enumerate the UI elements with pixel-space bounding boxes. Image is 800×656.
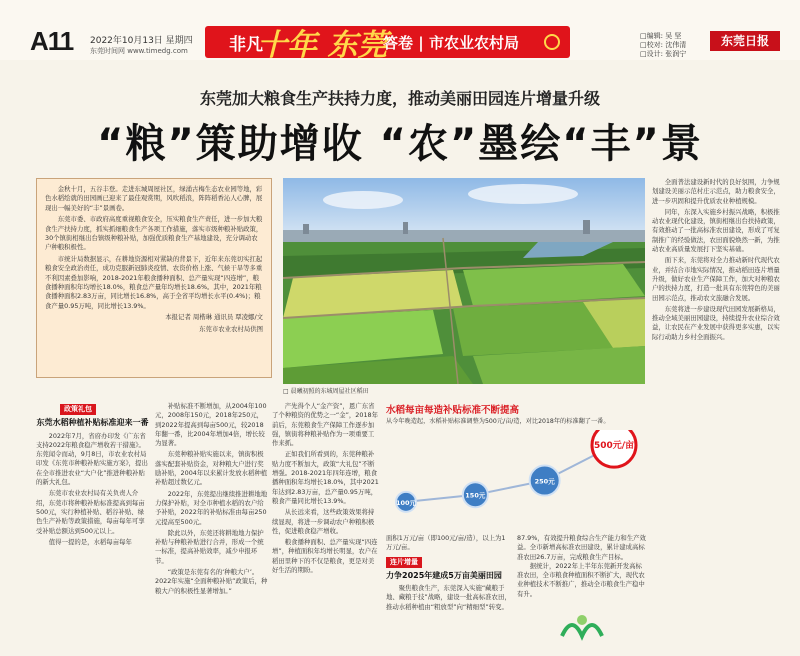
article-paragraph: 2022年7月，省府办印发《广东省支持2022年粮食稳产增收若干措施》。东莞闻令而动，9月8日，市农业农村局印发《东莞市种粮补贴实施方案》，提出在全市推进农业“大户化”推进种粮补贴的新大礼包。 bbox=[36, 431, 148, 487]
article-paragraph: 值得一提的是，水稻每亩每年 bbox=[48, 537, 132, 546]
article-paragraph: 面积1万元/亩（即100元/亩/造），以上为1万元/亩。 bbox=[386, 534, 506, 552]
section-tag: 政策礼包 bbox=[60, 404, 96, 415]
data-label: 250元 bbox=[534, 477, 555, 486]
issue-date: 2022年10月13日 星期四 bbox=[90, 36, 193, 46]
article-paragraph: 面下来，东莞将对全力推动新时代现代农业，并结合市地实际情况，推动稻田连片增量升级，做好农业生产保障工作，加大对种粮农户的扶持力度，打造一批具有东莞特色的美丽田园示范点，推动农文旅融合发展。 bbox=[652, 256, 780, 302]
article-paragraph: 全面普法建设新时代的良好氛围，力争规划建设美丽示范村庄示范点，助力粮食安全，进一步巩固和提升优质农业种植规模。 bbox=[652, 178, 780, 205]
editor-credit: □编辑: 吴 坚 bbox=[640, 32, 682, 40]
article-subtitle: 东莞加大粮食生产扶持力度，推动美丽田园连片增量升级 bbox=[199, 89, 600, 108]
data-label: 100元 bbox=[395, 498, 417, 507]
watermark-logo-icon bbox=[556, 606, 608, 646]
byline-reporters: 本报记者 周楷琳 通讯员 覃凌娜/文 bbox=[165, 313, 263, 322]
article-paragraph: 粮食播种面积、总产量实现“四连增”，种植面积年均增长明显，农户在稻田里种下的不仅是粮食，更是对美好生活的期盼。 bbox=[272, 538, 378, 575]
column-one bbox=[36, 402, 149, 634]
site-address: 东莞时间网 www.timedg.com bbox=[90, 47, 188, 55]
article-paragraph: 从长远来看，这些政策效果将持续显现，将进一步调动农户种粮积极性，促进粮食稳产增收。 bbox=[272, 508, 375, 535]
data-label: 500元/亩 bbox=[593, 441, 635, 452]
banner-circle-icon bbox=[544, 34, 560, 50]
chart-title: 水稻每亩每造补贴标准不断提高 bbox=[386, 405, 520, 416]
subsidy-chart bbox=[386, 402, 648, 530]
designer-credit: □设计: 张润宁 bbox=[640, 50, 687, 58]
proofreader-credit: □校对: 沈伟清 bbox=[640, 41, 687, 49]
article-paragraph: 正如我们所看到的，东莞种粮补贴力度不断加大，政策“大礼包”不断增强。2018-2021年四年连增，粮食播种面积年均增长18.0%，其中2021年达到2.83万亩，总产量0.95万吨，粮食产量同比增长13.9%。 bbox=[272, 450, 379, 505]
intro-paragraph: 东莞市委、市政府高度重视粮食安全，压实粮食生产责任，进一步加大粮食生产扶持力度，抓实抓细粮食生产各项工作措施，落实市级种粮补贴政策，30个镇街相继出台镇级种粮补贴，加强优质粮食生产基地建设，充分调动农户种粮积极性。 bbox=[45, 215, 263, 252]
article-paragraph: 东莞将进一步建设现代田园发展新格局，推动全域美丽田园建设，持续提升农业综合效益，让农民在产业发展中获得更多实惠，以实际行动助力乡村全面振兴。 bbox=[652, 304, 780, 341]
article-paragraph: 产先得个人“金产资”，恩广东省了个种粮资的优势之一“金”，2018年前后，东莞粮食生产保障工作逐步加强，镇街将种粮补贴作为一项重要工作来抓。 bbox=[272, 402, 378, 448]
article-paragraph: 东莞种粮补贴实施以来，镇街积极落实配套补贴资金，对种粮大户进行奖励补贴，2004年以来累计发放水稻种植补贴超过数亿元。 bbox=[155, 450, 268, 487]
rice-field-photo bbox=[283, 178, 645, 384]
banner-left-text: 非凡 bbox=[229, 35, 263, 55]
column-three bbox=[272, 402, 380, 634]
article-paragraph: 同年，东深入实施乡村振兴战略，积极推动农业现代化建设，镇街相继出台扶持政策，有效推动了一批高标准农田建设，形成了可复制推广的经验做法，农田面貌焕然一新，为推动农业高质量发展打下坚实基础。 bbox=[652, 207, 780, 254]
article-paragraph: 东莞市农业农村局有关负责人介绍，东莞市将种粮补贴标准提高到每亩500元，实行种植补贴、稻谷补贴、绿色生产补贴等政策措施，每亩每年可享受补贴总额达到500元以上。 bbox=[36, 489, 145, 535]
series-line bbox=[406, 445, 614, 502]
photo-caption: □ 晨曦初照的东城周屋社区稻田 bbox=[283, 388, 369, 395]
lower-middle-column bbox=[386, 534, 511, 634]
article-paragraph: 除此以外，东莞还将耕地地力保护补贴与种粮补贴进行合并，形成一个统一标准，提高补贴效率，减少申报环节。 bbox=[155, 528, 264, 565]
section-banner bbox=[205, 26, 570, 63]
section-tag: 连片增量 bbox=[386, 557, 422, 568]
banner-big-text: 十年 东莞 bbox=[257, 28, 388, 63]
article-paragraph: 2022年，东莞提出继续推进耕地地力保护补贴，对全市种植水稻的农户给予补贴，2022年的补贴标准由每亩250元提高至500元。 bbox=[155, 489, 268, 526]
chart-svg bbox=[386, 430, 648, 530]
article-title: “粮”策助增收 “农”墨绘“丰”景 bbox=[97, 121, 703, 167]
banner-section-text bbox=[383, 32, 519, 53]
data-label: 150元 bbox=[465, 491, 486, 500]
banner-department: | 市农业农村局 bbox=[418, 34, 519, 52]
article-paragraph: 补贴标准不断增加，从2004年100元，2008年150元，2018年250元，到2022年提高到每亩500元，较2018年翻一番，比2004年增加4倍，增长较为显著。 bbox=[155, 402, 267, 448]
section-heading: 东莞水稻种植补贴标准迎来一番 bbox=[36, 418, 149, 428]
section-heading: 力争2025年建成5万亩美丽田园 bbox=[386, 570, 502, 580]
page-header bbox=[0, 0, 800, 63]
chart-subtitle: 从今年晚造起，水稻补贴标准调整为500元/亩/造，对比2018年的标准翻了一番。 bbox=[386, 418, 610, 425]
article-paragraph: 87.9%，有效提升粮食综合生产能力和生产效益。全市新增高标准农田建设，累计建成高标准农田26.7万亩，完成粮食生产目标。 bbox=[517, 534, 646, 561]
article-paragraph: 聚焦粮食生产，东莞深入实施“藏粮于地、藏粮于技”战略，建设一批高标准农田，推动水稻种植由“粗放型”向“精细型”转变。 bbox=[386, 584, 511, 611]
intro-box bbox=[36, 178, 272, 378]
intro-paragraph: 市统计局数据显示，在耕地资源相对紧缺的背景下，近年来东莞切实扛起粮食安全政治责任，成功克服新冠肺炎疫情、农资价格上涨、气候干旱等多重不利因素叠加影响，2018-2021年粮食播种面积、总产量实现“四连增”，粮食播种面积年均增长18.0%，粮食总产量年均增长18.6%。其中，2021年粮食播种面积2.83万亩，同比增长16.8%，高于全省平均增长水平(0.4%)；粮食产量0.95万吨，同比增长13.9%。 bbox=[45, 254, 263, 310]
byline-photo-source: 东莞市农业农村局供图 bbox=[199, 324, 263, 333]
intro-paragraph: 金秋十月，五谷丰登。走进东城周屋社区，绿涌古梅生态农业园等地，彩色水稻绘就的田园画已迎来了最佳观赏期，风吹稻浪，阵阵稻香沁人心脾，展现出一幅美好的“丰”景画卷。 bbox=[45, 185, 263, 212]
newspaper-masthead: 东莞日报 bbox=[710, 31, 780, 51]
column-two bbox=[155, 402, 268, 634]
article-paragraph: “政策是东莞有名的‘种粮大户’。2022年实施“全面种粮补贴”政策后，种粮大户的积极性显著增加。” bbox=[155, 568, 268, 595]
right-column bbox=[652, 178, 780, 633]
article-paragraph: 据统计，2022年上半年东莞新开发高标准农田，全市粮食种植面积不断扩大，现代农业种植技术不断推广，推动全市粮食生产稳中有升。 bbox=[517, 561, 645, 598]
banner-tail: 答卷 bbox=[383, 34, 414, 52]
page-number: A11 bbox=[30, 26, 74, 56]
editor-credits bbox=[640, 32, 686, 59]
